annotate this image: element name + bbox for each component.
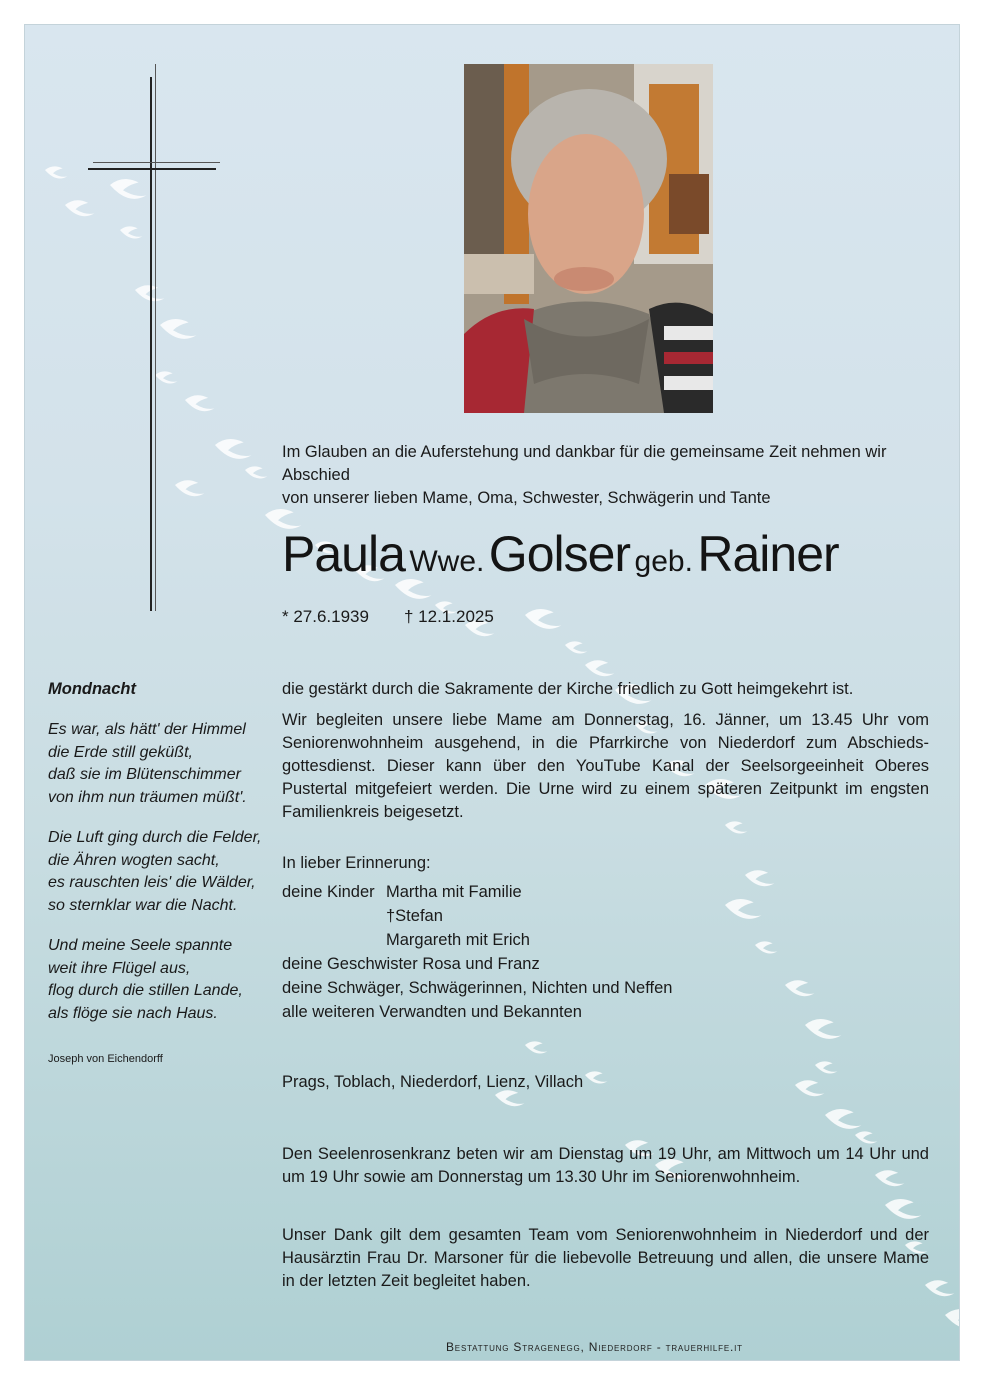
poem-line: die Erde still geküßt, <box>48 743 193 761</box>
bird-silhouette <box>155 371 177 383</box>
name-title: Wwe. <box>409 545 485 578</box>
bird-silhouette <box>785 980 814 996</box>
places-text: Prags, Toblach, Niederdorf, Lienz, Villach <box>282 1073 584 1091</box>
bird-silhouette <box>855 1131 877 1143</box>
bird-silhouette <box>120 226 142 238</box>
intro-text <box>282 441 942 510</box>
birth-date: * 27.6.1939 <box>282 607 369 626</box>
born-prefix: geb. <box>634 545 693 578</box>
relatives-item: alle weiteren Verwandten und Bekannten <box>282 1003 582 1021</box>
poem-line: daß sie im Blütenschimmer <box>48 766 241 783</box>
relatives-item: deine Schwäger, Schwägerinnen, Nichten und Neffen <box>282 979 673 997</box>
bird-silhouette <box>925 1280 954 1296</box>
poem-line: Und meine Seele spannte <box>48 937 233 954</box>
bird-silhouette <box>745 870 774 886</box>
bird-silhouette <box>805 1019 841 1039</box>
poem-title: Mondnacht <box>48 680 136 698</box>
children-label: deine Kinder <box>282 883 375 901</box>
poem-line: von ihm nun träumen müßt'. <box>48 788 247 806</box>
thanks-text: Unser Dank gilt dem gesamten Team vom Seniorenwohnheim in Niederdorf und der Hausärztin Frau Dr. Marsoner für die liebevolle Betreuung und allen, die unsere Mame in der letzten Zeit begleitet haben. <box>282 1226 929 1290</box>
bird-silhouette <box>65 200 94 216</box>
bird-silhouette <box>585 1071 607 1083</box>
funeral-home-footer: Bestattung Stragenegg, Niederdorf - trauerhilfe.it <box>446 1340 743 1354</box>
bird-silhouette <box>175 480 204 496</box>
first-name: Paula <box>282 526 405 582</box>
sacraments-text: die gestärkt durch die Sakramente der Kirche friedlich zu Gott heimgekehrt ist. <box>282 680 854 698</box>
memory-heading: In lieber Erinnerung: <box>282 854 431 872</box>
bird-silhouette <box>815 1061 837 1073</box>
relatives-item: deine Geschwister Rosa und Franz <box>282 955 540 973</box>
intro-line-1: Im Glauben an die Auferstehung und dankbar für die gemeinsame Zeit nehmen wir Abschied <box>282 443 887 484</box>
poem-line: Es war, als hätt' der Himmel <box>48 721 246 738</box>
poem-stanza-1 <box>48 719 247 809</box>
child-item: Martha mit Familie <box>386 883 522 901</box>
intro-line-2: von unserer lieben Mame, Oma, Schwester, Schwägerin und Tante <box>282 489 771 507</box>
child-item: †Stefan <box>386 907 443 925</box>
portrait-photo <box>464 64 713 413</box>
poem-line: weit ihre Flügel aus, <box>48 959 191 977</box>
poem-stanza-2 <box>48 827 261 917</box>
deceased-name <box>282 525 839 583</box>
surname: Golser <box>488 526 631 582</box>
bird-silhouette <box>160 319 196 339</box>
obituary-card <box>24 24 960 1361</box>
poem-line: flog durch die stillen Lande, <box>48 982 243 999</box>
bird-silhouette <box>525 1041 547 1053</box>
maiden-name: Rainer <box>697 526 839 582</box>
bird-silhouette <box>725 899 761 919</box>
poem-line: Die Luft ging durch die Felder, <box>48 829 262 846</box>
bird-silhouette <box>110 179 146 199</box>
bird-silhouette <box>245 466 267 478</box>
bird-silhouette <box>585 660 614 676</box>
bird-silhouette <box>495 1090 524 1106</box>
bird-silhouette <box>525 609 561 629</box>
bird-silhouette <box>185 395 214 411</box>
bird-silhouette <box>885 1199 921 1219</box>
bird-silhouette <box>825 1109 861 1129</box>
rosary-text: Den Seelenrosenkranz beten wir am Dienstag um 19 Uhr, am Mittwoch um 14 Uhr und um 19 Uhr sowie am Donnerstag um 13.30 Uhr im Seniorenwohnheim. <box>282 1145 929 1186</box>
funeral-details-text: Wir begleiten unsere liebe Mame am Donnerstag, 16. Jänner, um 13.45 Uhr vom Seniorenwohnheim ausgehend, in die Pfarrkirche von Niederdorf zum Abschieds-gottesdienst. Dieser kann über den YouTube Kanal der Seelsorgeeinheit Oberes Pustertal mitgefeiert werden. Die Urne wird zu einem späteren Zeitpunkt im engsten Familienkreis beigesetzt. <box>282 711 929 821</box>
poem-stanza-3 <box>48 935 243 1025</box>
child-item: Margareth mit Erich <box>386 931 530 949</box>
bird-silhouette <box>565 641 587 653</box>
bird-silhouette <box>755 941 777 953</box>
poem-line: als flöge sie nach Haus. <box>48 1004 218 1022</box>
poem-line: es rauschten leis' die Wälder, <box>48 874 256 891</box>
bird-silhouette <box>795 1080 824 1096</box>
poem-line: die Ähren wogten sacht, <box>48 851 220 869</box>
bird-silhouette <box>945 1309 959 1329</box>
bird-silhouette <box>215 439 251 459</box>
bird-silhouette <box>45 166 67 178</box>
death-date: † 12.1.2025 <box>404 607 494 626</box>
poem-author: Joseph von Eichendorff <box>48 1053 163 1065</box>
poem-line: so sternklar war die Nacht. <box>48 896 238 914</box>
